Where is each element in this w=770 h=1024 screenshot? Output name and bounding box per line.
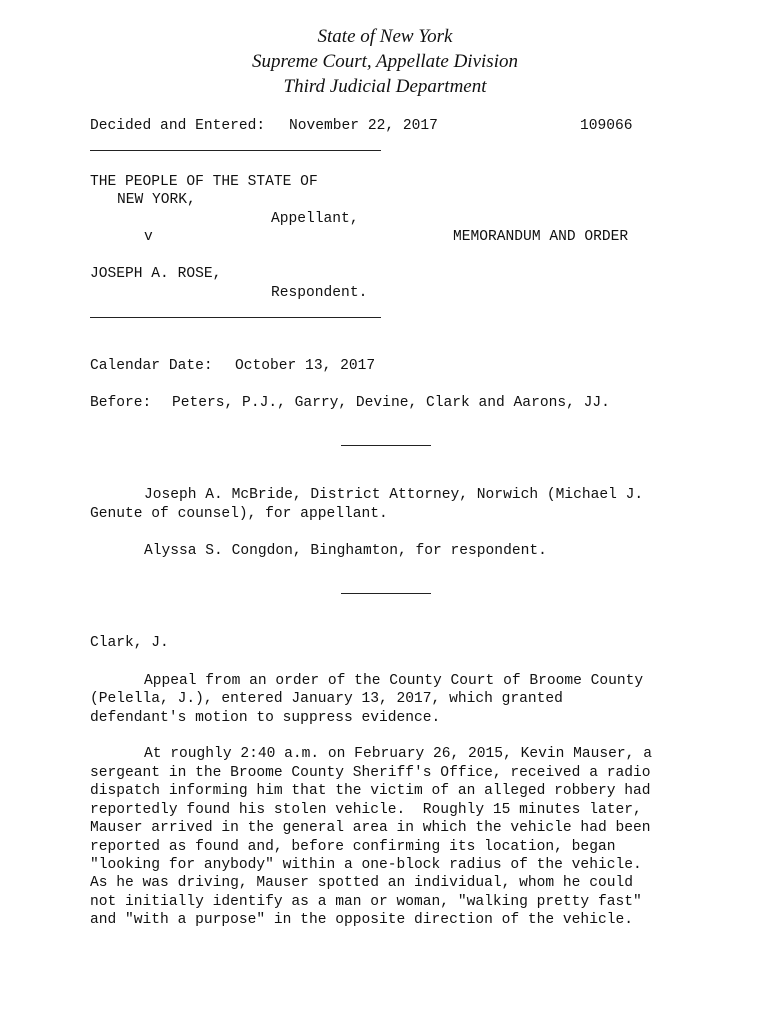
paragraph-line: reportedly found his stolen vehicle. Roughly 15 minutes later, [90, 802, 642, 818]
section-divider [341, 593, 431, 594]
defendant-name: JOSEPH A. ROSE, [90, 266, 222, 282]
judges-list: Peters, P.J., Garry, Devine, Clark and Aarons, JJ. [172, 395, 610, 411]
opinion-author: Clark, J. [90, 635, 169, 651]
versus: v [144, 229, 153, 245]
paragraph-line: As he was driving, Mauser spotted an individual, whom he could [90, 875, 633, 891]
decided-date: November 22, 2017 [289, 118, 438, 134]
order-type: MEMORANDUM AND ORDER [453, 229, 629, 245]
section-divider [341, 445, 431, 446]
appellant-counsel-line1: Joseph A. McBride, District Attorney, Norwich (Michael J. [144, 487, 644, 503]
before-label: Before: [90, 395, 152, 411]
paragraph-line: and "with a purpose" in the opposite direction of the vehicle. [90, 912, 633, 928]
paragraph-line: reported as found and, before confirming its location, began [90, 839, 616, 855]
paragraph-line: Mauser arrived in the general area in which the vehicle had been [90, 820, 651, 836]
docket-number: 109066 [580, 118, 633, 134]
plaintiff-name-line2: NEW YORK, [117, 192, 196, 208]
appellant-counsel-line2: Genute of counsel), for appellant. [90, 506, 388, 522]
decided-label: Decided and Entered: [90, 118, 266, 134]
plaintiff-role: Appellant, [271, 211, 359, 227]
court-department: Third Judicial Department [283, 76, 487, 97]
respondent-counsel: Alyssa S. Congdon, Binghamton, for respondent. [144, 543, 547, 559]
paragraph-line: "looking for anybody" within a one-block radius of the vehicle. [90, 857, 642, 873]
calendar-date: October 13, 2017 [235, 358, 376, 374]
calendar-date-label: Calendar Date: [90, 358, 213, 374]
defendant-role: Respondent. [271, 285, 368, 301]
caption-top-rule [90, 150, 381, 151]
paragraph-line: defendant's motion to suppress evidence. [90, 710, 441, 726]
paragraph-line: At roughly 2:40 a.m. on February 26, 2015, Kevin Mauser, a [144, 746, 652, 762]
paragraph-line: (Pelella, J.), entered January 13, 2017, which granted [90, 691, 563, 707]
paragraph-line: Appeal from an order of the County Court of Broome County [144, 673, 644, 689]
paragraph-line: sergeant in the Broome County Sheriff's Office, received a radio [90, 765, 651, 781]
paragraph-line: dispatch informing him that the victim of an alleged robbery had [90, 783, 651, 799]
paragraph-line: not initially identify as a man or woman, "walking pretty fast" [90, 894, 642, 910]
court-name: State of New York [317, 26, 453, 47]
court-division: Supreme Court, Appellate Division [252, 51, 518, 72]
caption-bottom-rule [90, 317, 381, 318]
plaintiff-name-line1: THE PEOPLE OF THE STATE OF [90, 174, 318, 190]
